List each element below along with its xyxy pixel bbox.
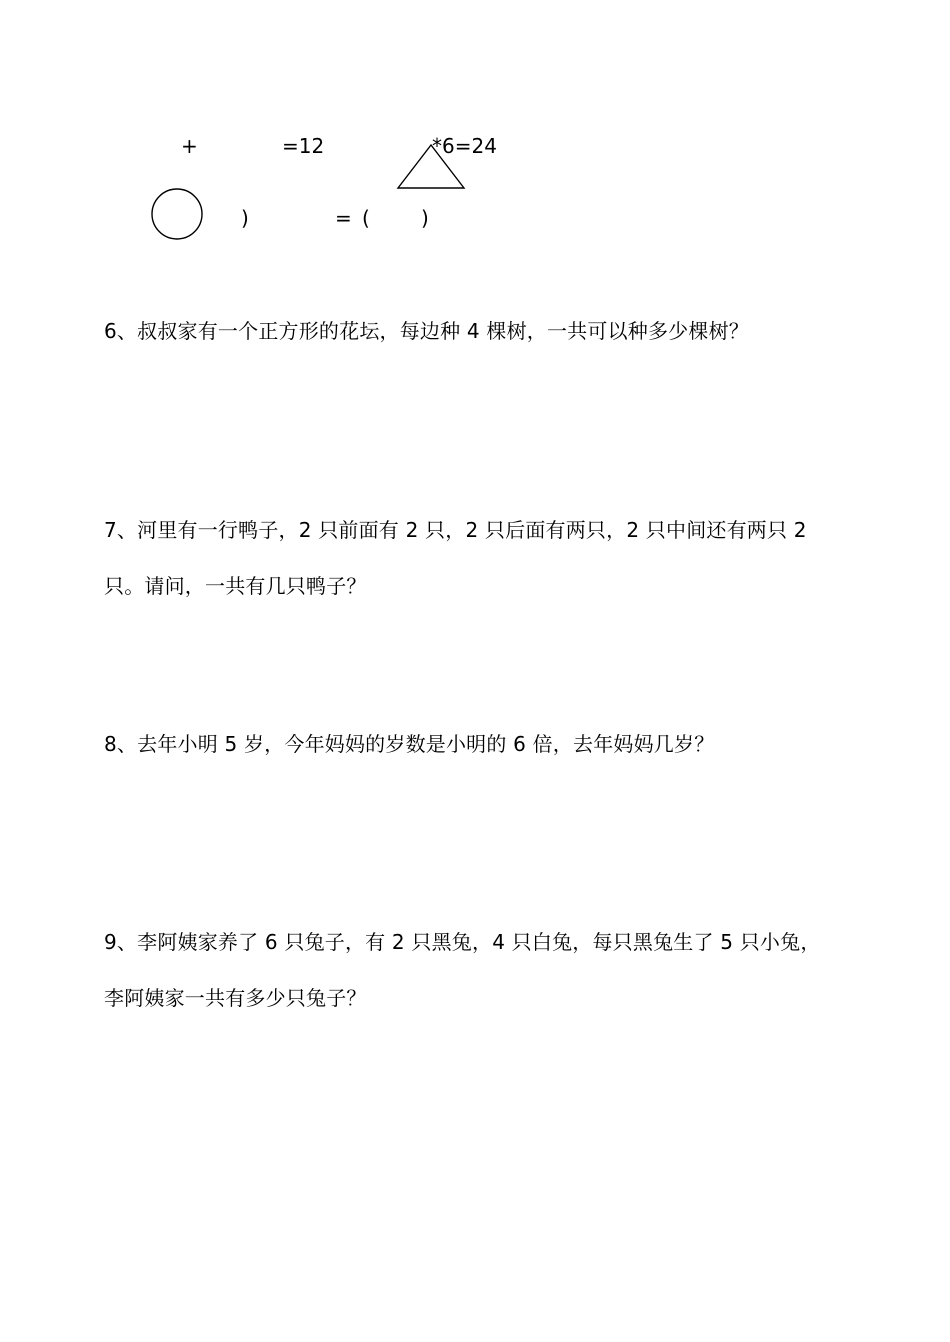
answer-close-paren-2: ) (421, 206, 429, 230)
plus-sign: + (181, 134, 198, 158)
question-9-line-2: 李阿姨家一共有多少只兔子？ (104, 986, 367, 1010)
sum-result: =12 (282, 134, 325, 158)
answer-open-paren-2: ( (362, 206, 370, 230)
circle-icon (150, 187, 204, 241)
times-result: *6=24 (432, 134, 497, 158)
question-8-line-1: 8、去年小明 5 岁，今年妈妈的岁数是小明的 6 倍，去年妈妈几岁？ (104, 732, 715, 756)
answer-equals: = (335, 206, 352, 230)
question-6-line-1: 6、叔叔家有一个正方形的花坛，每边种 4 棵树，一共可以种多少棵树？ (104, 319, 749, 343)
question-7-line-1: 7、河里有一行鸭子，2 只前面有 2 只，2 只后面有两只，2 只中间还有两只 2 (104, 518, 807, 542)
answer-close-paren-1: ) (241, 206, 249, 230)
question-7-line-2: 只。请问，一共有几只鸭子？ (104, 574, 367, 598)
question-9-line-1: 9、李阿姨家养了 6 只兔子，有 2 只黑兔，4 只白兔，每只黑兔生了 5 只小兔， (104, 930, 821, 954)
